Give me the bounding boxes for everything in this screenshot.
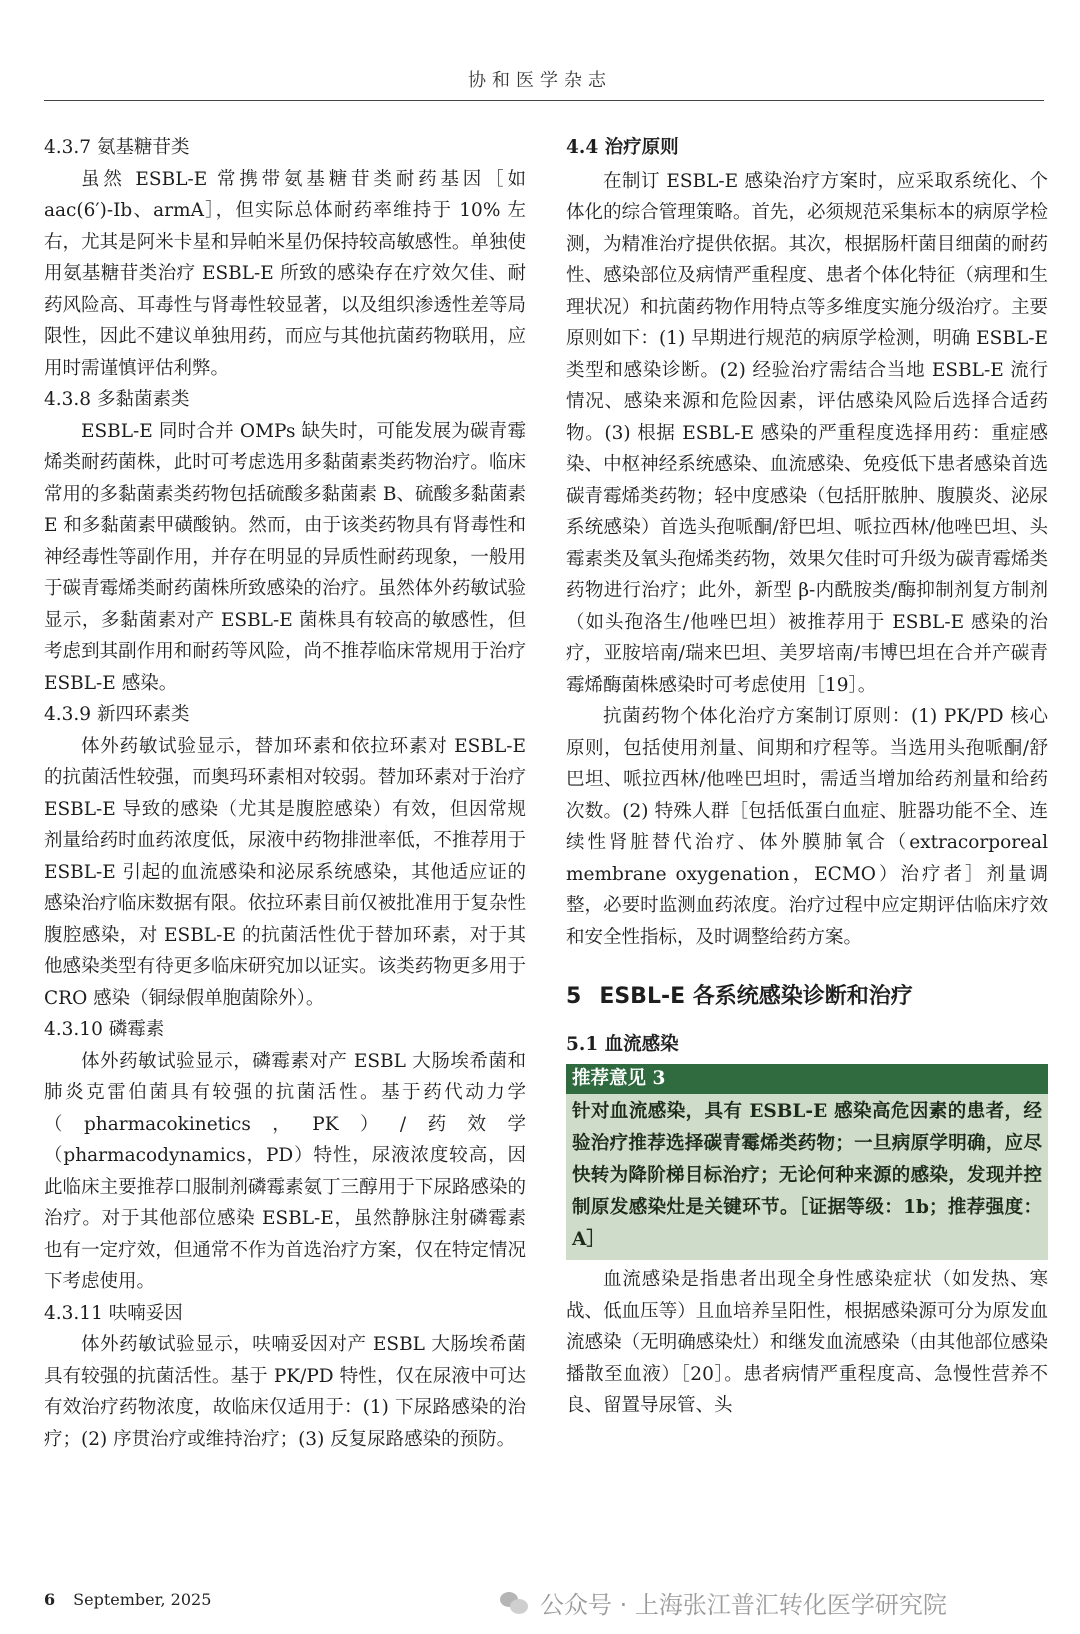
left-column — [44, 132, 526, 1455]
wechat-icon — [500, 1590, 530, 1616]
recommendation-title: 推荐意见 3 — [566, 1064, 1048, 1094]
issue-date: September, 2025 — [73, 1590, 212, 1609]
heading-4-4: 4.4 治疗原则 — [566, 137, 679, 158]
page-footer — [44, 1590, 211, 1609]
paragraph-4-3-8: ESBL-E 同时合并 OMPs 缺失时，可能发展为碳青霉烯类耐药菌株，此时可考虑选用多黏菌素类药物治疗。临床常用的多黏菌素类药物包括硫酸多黏菌素 B、硫酸多黏菌素 E 和多黏菌素甲磺酸钠。然而，由于该类药物具有肾毒性和神经毒性等副作用，并存在明显的异质性耐药现象，一般用于碳青霉烯类耐药菌株所致感染的治疗。虽然体外药敏试验显示，多黏菌素对产 ESBL-E 菌株具有较高的敏感性，但考虑到其副作用和耐药等风险，尚不推荐临床常规用于治疗 ESBL-E 感染。 — [44, 420, 526, 694]
paragraph-4-3-11: 体外药敏试验显示，呋喃妥因对产 ESBL 大肠埃希菌具有较强的抗菌活性。基于 PK/PD 特性，仅在尿液中可达有效治疗药物浓度，故临床仅适用于：(1) 下尿路感染的治疗；(2) 序贯治疗或维持治疗；(3) 反复尿路感染的预防。 — [44, 1334, 526, 1450]
watermark — [500, 1585, 947, 1620]
heading-4-3-9: 4.3.9 新四环素类 — [44, 704, 190, 725]
running-header: 协和医学杂志 — [468, 70, 612, 91]
paragraph-4-3-7: 虽然 ESBL-E 常携带氨基糖苷类耐药基因［如 aac(6′)-Ib、armA］，但实际总体耐药率维持于 10% 左右，尤其是阿米卡星和异帕米星仍保持较高敏感性。单独使用氨基糖苷类治疗 ESBL-E 所致的感染存在疗效欠佳、耐药风险高、耳毒性与肾毒性较显著，以及组织渗透性差等局限性，因此不建议单独用药，而应与其他抗菌药物联用，应用时需谨慎评估利弊。 — [44, 168, 526, 379]
paragraph-4-4-principles: 在制订 ESBL-E 感染治疗方案时，应采取系统化、个体化的综合管理策略。首先，必须规范采集标本的病原学检测，为精准治疗提供依据。其次，根据肠杆菌目细菌的耐药性、感染部位及病情严重程度、患者个体化特征（病理和生理状况）和抗菌药物作用特点等多维度实施分级治疗。主要原则如下：(1) 早期进行规范的病原学检测，明确 ESBL-E 类型和感染诊断。(2) 经验治疗需结合当地 ESBL-E 流行情况、感染来源和危险因素，评估感染风险后选择合适药物。(3) 根据 ESBL-E 感染的严重程度选择用药：重症感染、中枢神经系统感染、血流感染、免疫低下患者感染首选碳青霉烯类药物；轻中度感染（包括肝脓肿、腹膜炎、泌尿系统感染）首选头孢哌酮/舒巴坦、哌拉西林/他唑巴坦、头霉素类及氧头孢烯类药物，效果欠佳时可升级为碳青霉烯类药物进行治疗；此外，新型 β-内酰胺类/酶抑制剂复方制剂（如头孢洛生/他唑巴坦）被推荐用于 ESBL-E 感染的治疗，亚胺培南/瑞来巴坦、美罗培南/韦博巴坦在合并产碳青霉烯酶菌株感染时可考虑使用［19］。 — [566, 170, 1048, 696]
watermark-text: 公众号 · 上海张江普汇转化医学研究院 — [540, 1591, 947, 1619]
right-column — [566, 132, 1048, 1422]
heading-5-1: 5.1 血流感染 — [566, 1033, 679, 1055]
heading-4-3-11: 4.3.11 呋喃妥因 — [44, 1302, 183, 1324]
recommendation-body: 针对血流感染，具有 ESBL-E 感染高危因素的患者，经验治疗推荐选择碳青霉烯类药物；一旦病原学明确，应尽快转为降阶梯目标治疗；无论何种来源的感染，发现并控制原发感染灶是关键环节。［证据等级：1b；推荐强度：A］ — [572, 1101, 1042, 1250]
heading-4-3-10: 4.3.10 磷霉素 — [44, 1019, 165, 1040]
section-5-number: 5 — [566, 984, 582, 1009]
page-number: 6 — [44, 1590, 56, 1609]
paragraph-4-3-9: 体外药敏试验显示，替加环素和依拉环素对 ESBL-E 的抗菌活性较强，而奥玛环素相对较弱。替加环素对于治疗 ESBL-E 导致的感染（尤其是腹腔感染）有效，但因常规剂量给药时血药浓度低，尿液中药物排泄率低，不推荐用于 ESBL-E 引起的血流感染和泌尿系统感染，其他适应证的感染治疗临床数据有限。依拉环素目前仅被批准用于复杂性腹腔感染，对 ESBL-E 的抗菌活性优于替加环素，对于其他感染类型有待更多临床研究加以证实。该类药物更多用于 CRO 感染（铜绿假单胞菌除外）。 — [44, 735, 526, 1009]
heading-4-3-8: 4.3.8 多黏菌素类 — [44, 389, 190, 410]
section-5-heading — [566, 981, 1048, 1013]
recommendation-box — [566, 1064, 1048, 1260]
paragraph-4-3-10: 体外药敏试验显示，磷霉素对产 ESBL 大肠埃希菌和肺炎克雷伯菌具有较强的抗菌活性。基于药代动力学（pharmacokinetics，PK）/药效学（pharmacodynamics，PD）特性，尿液浓度较高，因此临床主要推荐口服制剂磷霉素氨丁三醇用于下尿路感染的治疗。对于其他部位感染 ESBL-E，虽然静脉注射磷霉素也有一定疗效，但通常不作为首选治疗方案，仅在特定情况下考虑使用。 — [44, 1050, 526, 1292]
paragraph-5-1: 血流感染是指患者出现全身性感染症状（如发热、寒战、低血压等）且血培养呈阳性，根据感染源可分为原发血流感染（无明确感染灶）和继发血流感染（由其他部位感染播散至血液）［20］。患者病情严重程度高、急慢性营养不良、留置导尿管、头 — [566, 1269, 1048, 1416]
section-5-title: ESBL-E 各系统感染诊断和治疗 — [599, 984, 913, 1009]
paragraph-4-4-individualized: 抗菌药物个体化治疗方案制订原则：(1) PK/PD 核心原则，包括使用剂量、间期和疗程等。当选用头孢哌酮/舒巴坦、哌拉西林/他唑巴坦时，需适当增加给药剂量和给药次数。(2) 特殊人群［包括低蛋白血症、脏器功能不全、连续性肾脏替代治疗、体外膜肺氧合（extracorporeal membrane oxygenation，ECMO）治疗者］剂量调整，必要时监测血药浓度。治疗过程中应定期评估临床疗效和安全性指标，及时调整给药方案。 — [566, 706, 1048, 948]
heading-4-3-7: 4.3.7 氨基糖苷类 — [44, 137, 190, 158]
header-rule — [44, 100, 1044, 101]
